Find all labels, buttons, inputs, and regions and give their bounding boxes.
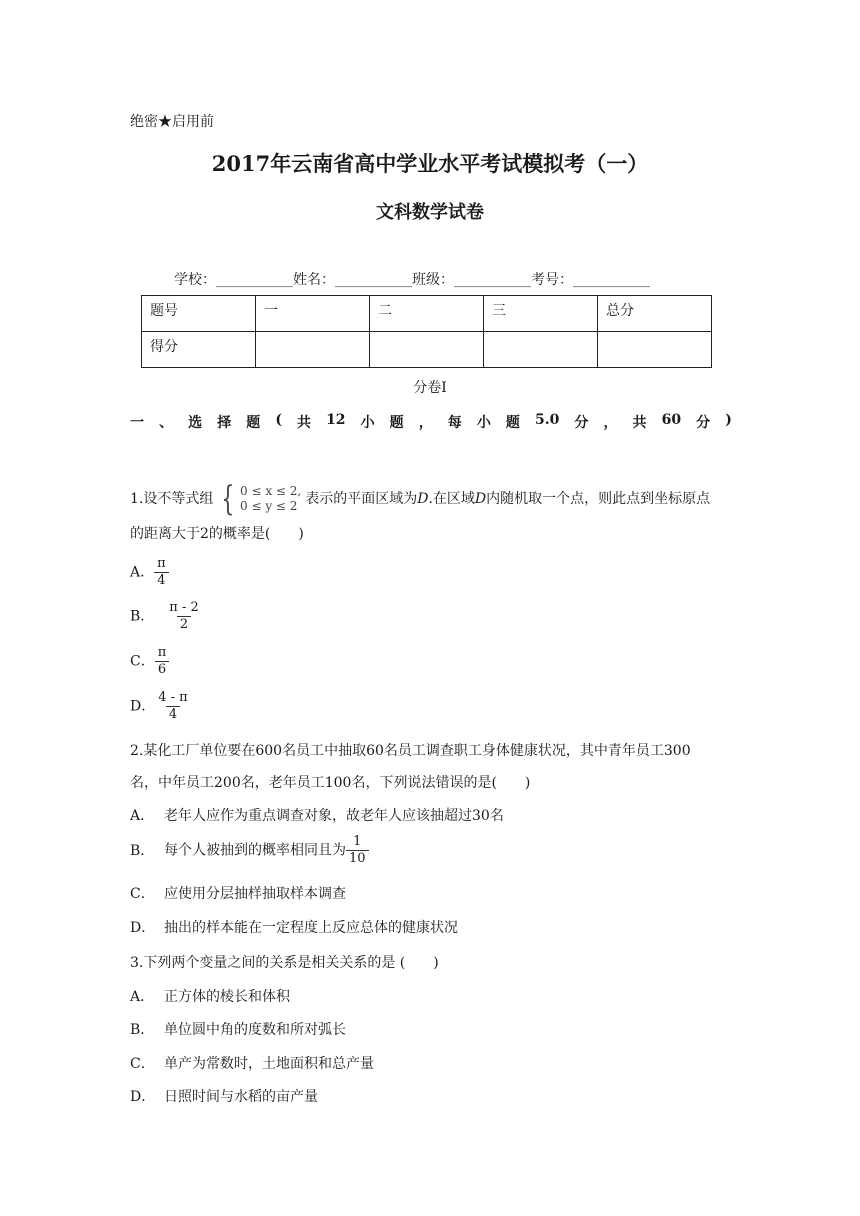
- score-table-header: 总分: [598, 296, 712, 332]
- score-table-header: 题号: [142, 296, 256, 332]
- option-text: 每个人被抽到的概率相同且为: [164, 842, 346, 859]
- q2-option-b[interactable]: [130, 834, 369, 867]
- option-letter: D．: [130, 698, 156, 715]
- denominator: 10: [346, 850, 369, 867]
- brace-icon: {: [221, 479, 235, 519]
- numerator: π: [157, 556, 166, 571]
- q1-stem-line1: [130, 479, 740, 519]
- q3-option-b[interactable]: [130, 1020, 346, 1040]
- fraction: [166, 600, 201, 633]
- score-cell[interactable]: [370, 332, 484, 368]
- heading-char: 择: [217, 415, 232, 431]
- option-text: 抽出的样本能在一定程度上反应总体的健康状况: [164, 920, 458, 936]
- q1-stem-line2: 的距离大于2的概率是( ): [130, 526, 304, 542]
- heading-char: 每: [447, 415, 462, 431]
- heading-char: (: [275, 412, 282, 428]
- q3-option-c[interactable]: [130, 1054, 374, 1074]
- q2-option-d[interactable]: [130, 918, 458, 938]
- q2-stem-line1: 2.某化工厂单位要在600名员工中抽取60名员工调查职工身体健康状况，其中青年员工300: [130, 743, 691, 759]
- q3-option-d[interactable]: [130, 1087, 318, 1107]
- score-cell[interactable]: [598, 332, 712, 368]
- q1-prefix: 1.设不等式组: [130, 491, 214, 507]
- option-letter: D．: [130, 1089, 156, 1105]
- option-text: 日照时间与水稻的亩产量: [164, 1089, 318, 1105]
- q3-option-a[interactable]: [130, 987, 290, 1007]
- heading-char: 分: [574, 415, 589, 431]
- score-table-score-row: [142, 332, 712, 368]
- option-letter: B．: [130, 1022, 155, 1038]
- section-heading: [130, 412, 732, 432]
- q3-stem: 3.下列两个变量之间的关系是相关关系的是 ( ): [130, 955, 439, 971]
- student-info: 学校：___________姓名：___________班级：___________考号：___________: [174, 272, 650, 288]
- fraction: [346, 834, 369, 867]
- denominator: 4: [154, 572, 168, 589]
- score-cell[interactable]: [484, 332, 598, 368]
- q1-var-d: D: [474, 491, 487, 507]
- heading-char: 题: [246, 415, 261, 431]
- section-label: 分卷I: [413, 380, 447, 396]
- fraction: [155, 690, 190, 723]
- heading-char: ，: [418, 415, 433, 431]
- heading-char: 12: [326, 412, 346, 428]
- option-text: 正方体的棱长和体积: [164, 989, 290, 1005]
- option-letter: C．: [130, 1056, 155, 1072]
- q2-option-c[interactable]: [130, 884, 346, 904]
- score-table: [141, 295, 712, 368]
- heading-char: 分: [696, 415, 711, 431]
- heading-char: 小: [476, 415, 491, 431]
- inequality-system: [217, 479, 302, 519]
- q1-option-c[interactable]: [130, 645, 169, 678]
- numerator: 4 - π: [158, 690, 188, 705]
- numerator: 1: [353, 834, 362, 849]
- score-table-header: 三: [484, 296, 598, 332]
- option-letter: A．: [130, 808, 155, 824]
- option-letter: D．: [130, 920, 156, 936]
- secret-label: 绝密★启用前: [130, 114, 214, 130]
- score-table-header-row: [142, 296, 712, 332]
- q1-option-b[interactable]: [130, 600, 202, 633]
- q2-option-a[interactable]: [130, 806, 504, 826]
- option-letter: A．: [130, 564, 155, 581]
- numerator: π - 2: [169, 600, 199, 615]
- inequality-line: 0 ≤ y ≤ 2: [240, 499, 298, 513]
- q1-option-d[interactable]: [130, 690, 191, 723]
- q1-option-a[interactable]: [130, 556, 169, 589]
- heading-char: 5.0: [534, 412, 560, 428]
- heading-char: 题: [505, 415, 520, 431]
- option-letter: B．: [130, 608, 155, 625]
- q1-suffix: 表示的平面区域为: [305, 491, 418, 507]
- denominator: 6: [155, 661, 169, 678]
- heading-char: 一: [130, 415, 144, 431]
- heading-char: 选: [188, 415, 203, 431]
- fraction: [154, 556, 169, 589]
- heading-char: 60: [661, 412, 682, 428]
- q1-var-d: D: [417, 491, 429, 507]
- heading-char: 题: [389, 415, 404, 431]
- option-text: 单产为常数时，土地面积和总产量: [164, 1056, 374, 1072]
- option-letter: A．: [130, 989, 155, 1005]
- option-letter: B．: [130, 842, 155, 859]
- exam-title: 2017年云南省高中学业水平考试模拟考（一）: [211, 151, 649, 176]
- heading-char: ): [725, 412, 732, 428]
- numerator: π: [157, 645, 167, 660]
- score-table-header: 二: [370, 296, 484, 332]
- option-letter: C．: [130, 653, 155, 670]
- fraction: [155, 645, 170, 678]
- option-text: 单位圆中角的度数和所对弧长: [164, 1022, 346, 1038]
- heading-char: 共: [632, 415, 647, 431]
- option-text: 应使用分层抽样抽取样本调查: [164, 886, 346, 902]
- score-table-header: 一: [256, 296, 370, 332]
- heading-char: ，: [603, 415, 618, 431]
- option-letter: C．: [130, 886, 155, 902]
- heading-char: 、: [159, 415, 174, 431]
- exam-subtitle: 文科数学试卷: [376, 202, 484, 223]
- q2-stem-line2: 名，中年员工200名，老年员工100名，下列说法错误的是( ): [130, 775, 531, 791]
- q1-mid: .在区域: [428, 491, 475, 507]
- heading-char: 小: [360, 415, 375, 431]
- heading-char: 共: [297, 415, 311, 431]
- option-text: 老年人应作为重点调查对象，故老年人应该抽超过30名: [164, 808, 504, 824]
- q1-rest: 内随机取一个点，则此点到坐标原点: [486, 491, 711, 507]
- score-row-label: 得分: [142, 332, 256, 368]
- score-cell[interactable]: [256, 332, 370, 368]
- inequality-line: 0 ≤ x ≤ 2,: [240, 484, 302, 498]
- denominator: 2: [177, 616, 191, 633]
- denominator: 4: [166, 706, 180, 723]
